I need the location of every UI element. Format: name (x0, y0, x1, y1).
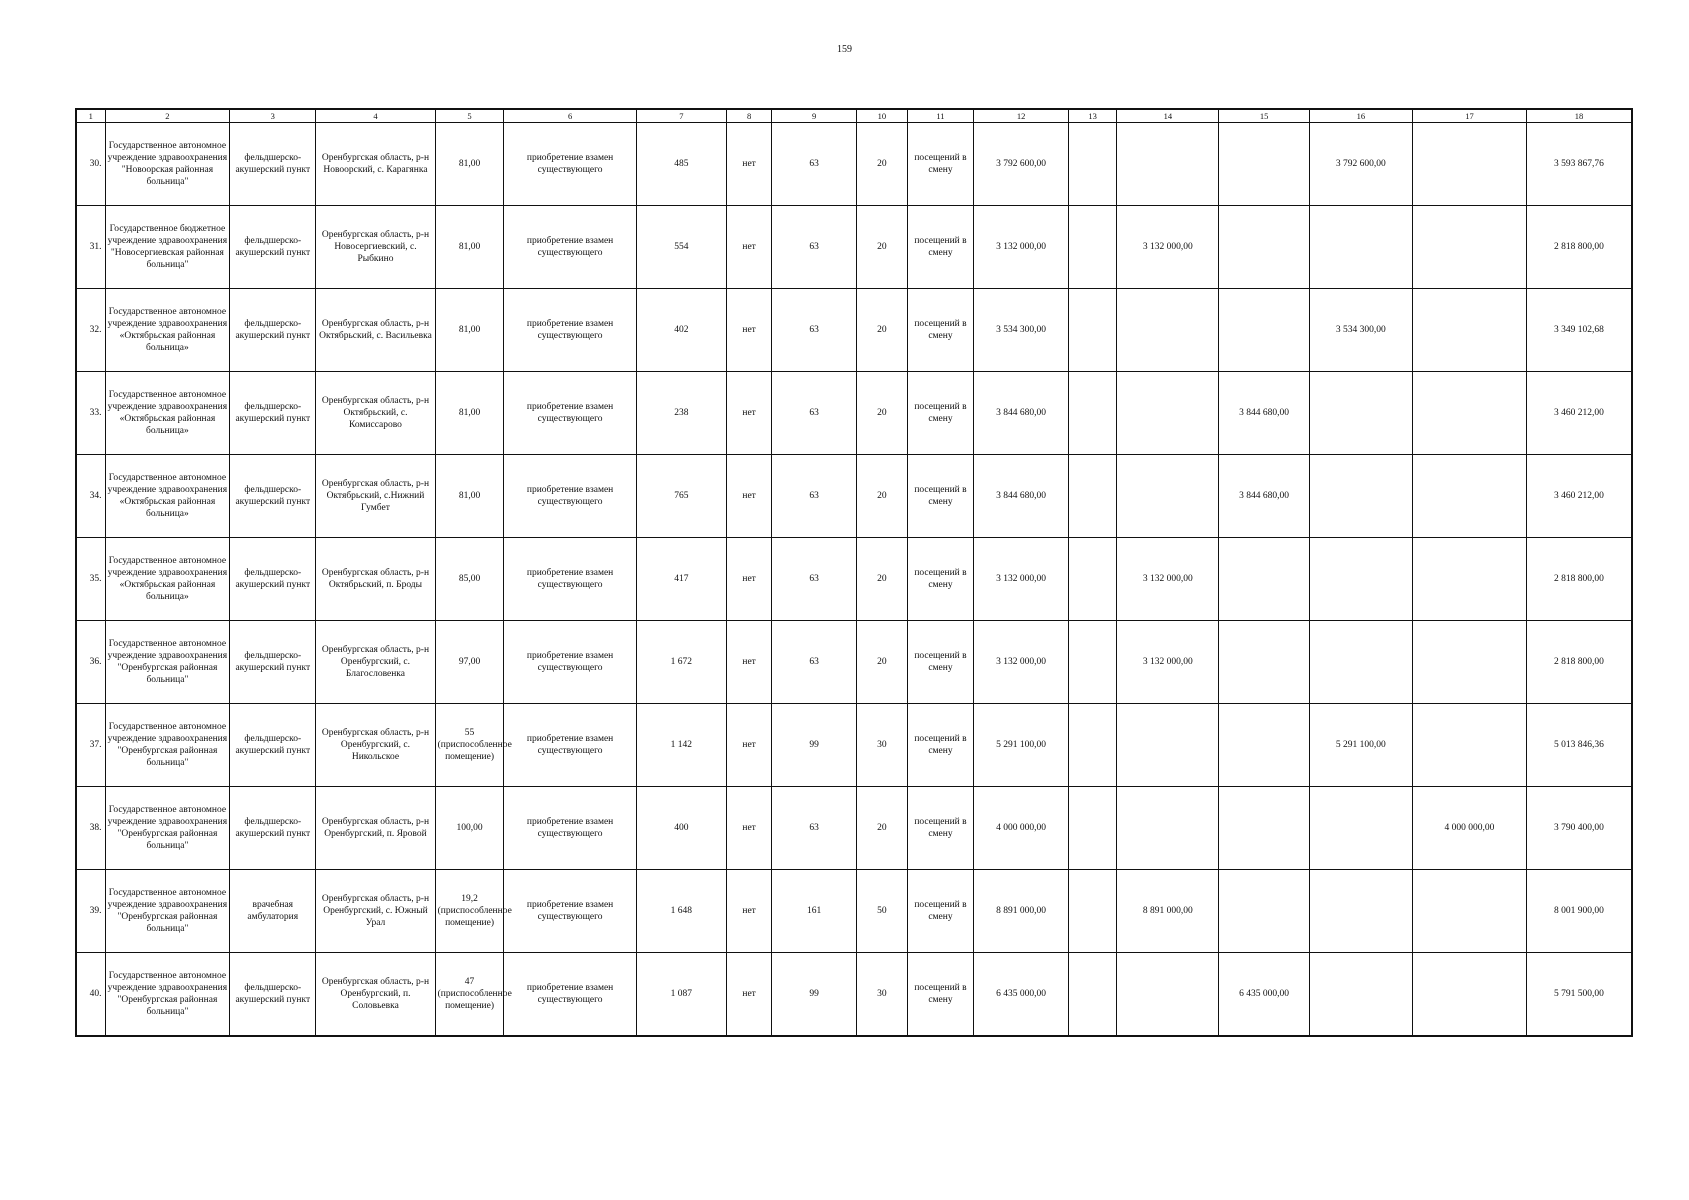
cell-col-13 (1068, 372, 1116, 455)
cell-capacity-unit: посещений в смену (907, 289, 974, 372)
cell-capacity: 63 (772, 538, 857, 621)
cell-area: 81,00 (435, 455, 504, 538)
cell-reserved-flag: нет (727, 870, 772, 953)
cell-action: приобретение взамен существующего (504, 206, 636, 289)
cell-col-18: 5 013 846,36 (1526, 704, 1632, 787)
cell-staff: 20 (857, 787, 908, 870)
cell-col-18: 3 593 867,76 (1526, 123, 1632, 206)
cell-address: Оренбургская область, р-н Оренбургский, с. Южный Урал (316, 870, 435, 953)
cell-population: 1 672 (636, 621, 726, 704)
cell-row-number: 37. (76, 704, 105, 787)
cell-organization-name: Государственное автономное учреждение здравоохранения "Оренбургская районная больница" (105, 704, 230, 787)
cell-col-17 (1412, 704, 1526, 787)
cell-area: 81,00 (435, 123, 504, 206)
cell-col-17 (1412, 870, 1526, 953)
cell-col-13 (1068, 704, 1116, 787)
cell-total-cost: 8 891 000,00 (974, 870, 1069, 953)
column-header-17: 17 (1412, 109, 1526, 123)
cell-organization-name: Государственное автономное учреждение здравоохранения "Оренбургская районная больница" (105, 870, 230, 953)
cell-capacity: 63 (772, 787, 857, 870)
cell-col-17 (1412, 538, 1526, 621)
cell-col-15 (1219, 123, 1309, 206)
cell-reserved-flag: нет (727, 704, 772, 787)
cell-population: 402 (636, 289, 726, 372)
table-row (76, 206, 1632, 289)
cell-col-13 (1068, 787, 1116, 870)
table-row (76, 538, 1632, 621)
cell-address: Оренбургская область, р-н Новоорский, с. Карагянка (316, 123, 435, 206)
cell-address: Оренбургская область, р-н Оренбургский, п. Яровой (316, 787, 435, 870)
cell-col-18: 8 001 900,00 (1526, 870, 1632, 953)
cell-col-14 (1117, 953, 1219, 1036)
cell-staff: 20 (857, 538, 908, 621)
cell-staff: 30 (857, 704, 908, 787)
cell-total-cost: 3 792 600,00 (974, 123, 1069, 206)
cell-capacity-unit: посещений в смену (907, 870, 974, 953)
cell-col-18: 3 460 212,00 (1526, 455, 1632, 538)
column-header-3: 3 (230, 109, 316, 123)
column-header-2: 2 (105, 109, 230, 123)
cell-action: приобретение взамен существующего (504, 704, 636, 787)
cell-col-14: 8 891 000,00 (1117, 870, 1219, 953)
cell-col-16 (1309, 870, 1412, 953)
cell-population: 554 (636, 206, 726, 289)
cell-col-18: 2 818 800,00 (1526, 206, 1632, 289)
cell-total-cost: 3 132 000,00 (974, 538, 1069, 621)
cell-col-14: 3 132 000,00 (1117, 621, 1219, 704)
cell-col-13 (1068, 870, 1116, 953)
cell-col-13 (1068, 953, 1116, 1036)
cell-col-17 (1412, 206, 1526, 289)
cell-reserved-flag: нет (727, 455, 772, 538)
cell-facility-type: фельдшерско-акушерский пункт (230, 787, 316, 870)
cell-col-17 (1412, 621, 1526, 704)
cell-col-15 (1219, 538, 1309, 621)
cell-col-17 (1412, 123, 1526, 206)
cell-facility-type: фельдшерско-акушерский пункт (230, 704, 316, 787)
cell-col-14: 3 132 000,00 (1117, 538, 1219, 621)
cell-row-number: 38. (76, 787, 105, 870)
cell-col-16 (1309, 372, 1412, 455)
cell-capacity-unit: посещений в смену (907, 538, 974, 621)
cell-col-15 (1219, 704, 1309, 787)
table-row (76, 953, 1632, 1036)
cell-col-16: 3 792 600,00 (1309, 123, 1412, 206)
page-number: 159 (837, 44, 852, 55)
column-header-6: 6 (504, 109, 636, 123)
cell-col-16 (1309, 455, 1412, 538)
cell-col-16 (1309, 953, 1412, 1036)
cell-col-13 (1068, 621, 1116, 704)
cell-reserved-flag: нет (727, 289, 772, 372)
cell-capacity-unit: посещений в смену (907, 455, 974, 538)
cell-capacity-unit: посещений в смену (907, 372, 974, 455)
data-table-container (75, 108, 1633, 1037)
cell-row-number: 32. (76, 289, 105, 372)
cell-area: 55 (приспособленное помещение) (435, 704, 504, 787)
cell-col-18: 3 460 212,00 (1526, 372, 1632, 455)
cell-address: Оренбургская область, р-н Оренбургский, с. Никольское (316, 704, 435, 787)
table-row (76, 455, 1632, 538)
cell-organization-name: Государственное автономное учреждение здравоохранения "Оренбургская районная больница" (105, 621, 230, 704)
column-number-row (76, 109, 1632, 123)
column-header-18: 18 (1526, 109, 1632, 123)
cell-col-18: 2 818 800,00 (1526, 621, 1632, 704)
cell-reserved-flag: нет (727, 123, 772, 206)
column-header-1: 1 (76, 109, 105, 123)
cell-total-cost: 4 000 000,00 (974, 787, 1069, 870)
cell-reserved-flag: нет (727, 206, 772, 289)
column-header-4: 4 (316, 109, 435, 123)
cell-area: 81,00 (435, 372, 504, 455)
cell-action: приобретение взамен существующего (504, 870, 636, 953)
cell-col-16: 3 534 300,00 (1309, 289, 1412, 372)
cell-action: приобретение взамен существующего (504, 289, 636, 372)
cell-staff: 20 (857, 123, 908, 206)
cell-population: 1 648 (636, 870, 726, 953)
column-header-14: 14 (1117, 109, 1219, 123)
cell-capacity-unit: посещений в смену (907, 787, 974, 870)
cell-organization-name: Государственное автономное учреждение здравоохранения «Октябрьская районная больница» (105, 538, 230, 621)
cell-col-14 (1117, 123, 1219, 206)
cell-address: Оренбургская область, р-н Новосергиевский, с. Рыбкино (316, 206, 435, 289)
cell-organization-name: Государственное автономное учреждение здравоохранения "Новоорская районная больница" (105, 123, 230, 206)
table-row (76, 123, 1632, 206)
cell-staff: 20 (857, 372, 908, 455)
cell-area: 100,00 (435, 787, 504, 870)
cell-row-number: 40. (76, 953, 105, 1036)
cell-facility-type: фельдшерско-акушерский пункт (230, 538, 316, 621)
cell-col-16 (1309, 538, 1412, 621)
cell-staff: 20 (857, 455, 908, 538)
cell-col-15 (1219, 621, 1309, 704)
cell-facility-type: фельдшерско-акушерский пункт (230, 621, 316, 704)
cell-col-16 (1309, 621, 1412, 704)
cell-col-15 (1219, 787, 1309, 870)
cell-facility-type: фельдшерско-акушерский пункт (230, 206, 316, 289)
cell-col-13 (1068, 206, 1116, 289)
cell-row-number: 35. (76, 538, 105, 621)
cell-action: приобретение взамен существующего (504, 455, 636, 538)
cell-facility-type: фельдшерско-акушерский пункт (230, 123, 316, 206)
cell-col-14 (1117, 704, 1219, 787)
cell-row-number: 39. (76, 870, 105, 953)
cell-capacity: 63 (772, 123, 857, 206)
cell-capacity: 99 (772, 704, 857, 787)
cell-reserved-flag: нет (727, 621, 772, 704)
cell-staff: 20 (857, 289, 908, 372)
cell-staff: 20 (857, 621, 908, 704)
cell-facility-type: фельдшерско-акушерский пункт (230, 372, 316, 455)
cell-col-14: 3 132 000,00 (1117, 206, 1219, 289)
cell-row-number: 36. (76, 621, 105, 704)
cell-total-cost: 3 844 680,00 (974, 372, 1069, 455)
cell-capacity-unit: посещений в смену (907, 206, 974, 289)
cell-row-number: 31. (76, 206, 105, 289)
column-header-7: 7 (636, 109, 726, 123)
table-row (76, 372, 1632, 455)
cell-col-14 (1117, 372, 1219, 455)
cell-col-17: 4 000 000,00 (1412, 787, 1526, 870)
facilities-table (75, 108, 1633, 1037)
cell-area: 97,00 (435, 621, 504, 704)
cell-col-15 (1219, 289, 1309, 372)
cell-population: 238 (636, 372, 726, 455)
cell-staff: 20 (857, 206, 908, 289)
cell-capacity-unit: посещений в смену (907, 123, 974, 206)
column-header-11: 11 (907, 109, 974, 123)
cell-col-16 (1309, 787, 1412, 870)
cell-address: Оренбургская область, р-н Оренбургский, п. Соловьевка (316, 953, 435, 1036)
column-header-13: 13 (1068, 109, 1116, 123)
cell-row-number: 34. (76, 455, 105, 538)
cell-reserved-flag: нет (727, 538, 772, 621)
cell-organization-name: Государственное автономное учреждение здравоохранения «Октябрьская районная больница» (105, 455, 230, 538)
cell-col-13 (1068, 289, 1116, 372)
cell-col-15 (1219, 206, 1309, 289)
cell-action: приобретение взамен существующего (504, 538, 636, 621)
cell-area: 81,00 (435, 289, 504, 372)
cell-facility-type: фельдшерско-акушерский пункт (230, 289, 316, 372)
cell-organization-name: Государственное автономное учреждение здравоохранения "Оренбургская районная больница" (105, 953, 230, 1036)
cell-col-17 (1412, 289, 1526, 372)
cell-organization-name: Государственное автономное учреждение здравоохранения «Октябрьская районная больница» (105, 289, 230, 372)
cell-col-15: 6 435 000,00 (1219, 953, 1309, 1036)
cell-reserved-flag: нет (727, 953, 772, 1036)
cell-population: 400 (636, 787, 726, 870)
cell-reserved-flag: нет (727, 372, 772, 455)
cell-organization-name: Государственное бюджетное учреждение здравоохранения "Новосергиевская районная больница" (105, 206, 230, 289)
cell-facility-type: фельдшерско-акушерский пункт (230, 455, 316, 538)
cell-action: приобретение взамен существующего (504, 123, 636, 206)
cell-action: приобретение взамен существующего (504, 787, 636, 870)
cell-col-14 (1117, 289, 1219, 372)
cell-total-cost: 6 435 000,00 (974, 953, 1069, 1036)
cell-facility-type: врачебная амбулатория (230, 870, 316, 953)
cell-area: 81,00 (435, 206, 504, 289)
cell-capacity-unit: посещений в смену (907, 953, 974, 1036)
cell-col-17 (1412, 953, 1526, 1036)
cell-row-number: 30. (76, 123, 105, 206)
cell-organization-name: Государственное автономное учреждение здравоохранения «Октябрьская районная больница» (105, 372, 230, 455)
cell-col-18: 2 818 800,00 (1526, 538, 1632, 621)
cell-capacity: 63 (772, 455, 857, 538)
cell-capacity-unit: посещений в смену (907, 704, 974, 787)
cell-col-16 (1309, 206, 1412, 289)
cell-address: Оренбургская область, р-н Октябрьский, п. Броды (316, 538, 435, 621)
cell-organization-name: Государственное автономное учреждение здравоохранения "Оренбургская районная больница" (105, 787, 230, 870)
column-header-16: 16 (1309, 109, 1412, 123)
table-row (76, 289, 1632, 372)
cell-col-15 (1219, 870, 1309, 953)
column-header-8: 8 (727, 109, 772, 123)
cell-reserved-flag: нет (727, 787, 772, 870)
table-row (76, 621, 1632, 704)
cell-population: 765 (636, 455, 726, 538)
cell-population: 1 142 (636, 704, 726, 787)
cell-col-18: 3 349 102,68 (1526, 289, 1632, 372)
table-body (76, 123, 1632, 1036)
cell-col-13 (1068, 123, 1116, 206)
cell-staff: 50 (857, 870, 908, 953)
cell-staff: 30 (857, 953, 908, 1036)
column-header-9: 9 (772, 109, 857, 123)
cell-address: Оренбургская область, р-н Октябрьский, с. Васильевка (316, 289, 435, 372)
cell-total-cost: 3 534 300,00 (974, 289, 1069, 372)
cell-action: приобретение взамен существующего (504, 621, 636, 704)
cell-area: 85,00 (435, 538, 504, 621)
cell-row-number: 33. (76, 372, 105, 455)
column-header-5: 5 (435, 109, 504, 123)
cell-area: 19,2 (приспособленное помещение) (435, 870, 504, 953)
cell-action: приобретение взамен существующего (504, 953, 636, 1036)
cell-total-cost: 3 844 680,00 (974, 455, 1069, 538)
cell-population: 1 087 (636, 953, 726, 1036)
cell-capacity: 63 (772, 289, 857, 372)
cell-col-13 (1068, 455, 1116, 538)
cell-total-cost: 5 291 100,00 (974, 704, 1069, 787)
cell-col-18: 3 790 400,00 (1526, 787, 1632, 870)
cell-total-cost: 3 132 000,00 (974, 206, 1069, 289)
column-header-12: 12 (974, 109, 1069, 123)
table-row (76, 787, 1632, 870)
cell-capacity: 63 (772, 621, 857, 704)
cell-capacity: 99 (772, 953, 857, 1036)
cell-address: Оренбургская область, р-н Октябрьский, с.Нижний Гумбет (316, 455, 435, 538)
cell-col-18: 5 791 500,00 (1526, 953, 1632, 1036)
cell-area: 47 (приспособленное помещение) (435, 953, 504, 1036)
cell-total-cost: 3 132 000,00 (974, 621, 1069, 704)
cell-capacity: 63 (772, 372, 857, 455)
cell-col-14 (1117, 787, 1219, 870)
cell-col-13 (1068, 538, 1116, 621)
cell-population: 485 (636, 123, 726, 206)
cell-col-14 (1117, 455, 1219, 538)
cell-col-15: 3 844 680,00 (1219, 455, 1309, 538)
cell-facility-type: фельдшерско-акушерский пункт (230, 953, 316, 1036)
cell-capacity: 63 (772, 206, 857, 289)
column-header-10: 10 (857, 109, 908, 123)
table-row (76, 704, 1632, 787)
cell-capacity-unit: посещений в смену (907, 621, 974, 704)
column-header-15: 15 (1219, 109, 1309, 123)
cell-address: Оренбургская область, р-н Октябрьский, с. Комиссарово (316, 372, 435, 455)
cell-population: 417 (636, 538, 726, 621)
cell-col-15: 3 844 680,00 (1219, 372, 1309, 455)
table-row (76, 870, 1632, 953)
cell-address: Оренбургская область, р-н Оренбургский, с. Благословенка (316, 621, 435, 704)
cell-col-16: 5 291 100,00 (1309, 704, 1412, 787)
cell-col-17 (1412, 372, 1526, 455)
cell-action: приобретение взамен существующего (504, 372, 636, 455)
cell-col-17 (1412, 455, 1526, 538)
cell-capacity: 161 (772, 870, 857, 953)
